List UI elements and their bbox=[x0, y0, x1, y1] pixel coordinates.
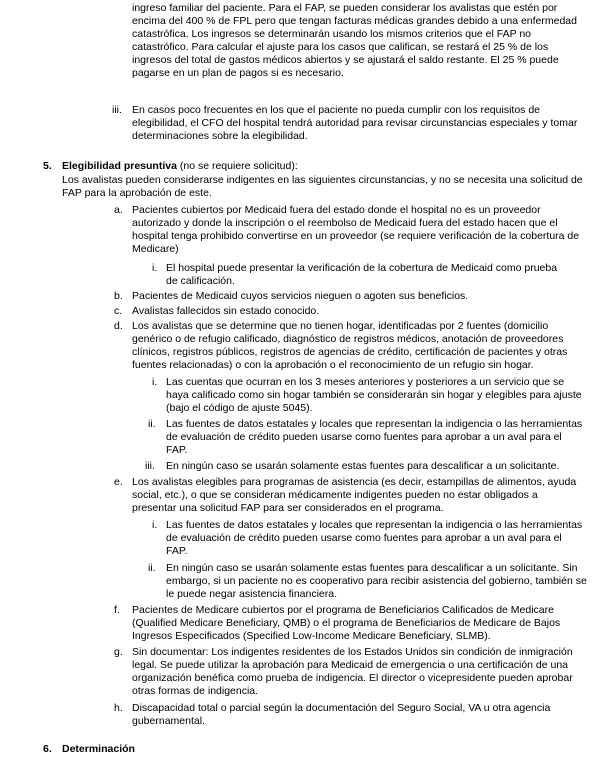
list-item-text: Los avalistas que se determine que no tienen hogar, identificadas por 2 fuentes (domicilio genérico o de refugio calificado, diagnóstico de registros médicos, anotación de proveedores clínicos, registros públicos, registros de agencias de crédito, certificación de pacientes y otras fuentes relacionadas) o con la aprobación o el reconocimiento de un refugio sin hogar. bbox=[132, 320, 568, 371]
list-marker: iii. bbox=[145, 460, 155, 472]
list-marker: i. bbox=[152, 519, 158, 531]
list-item-text: Pacientes de Medicare cubiertos por el programa de Beneficiarios Calificados de Medicare (Qualified Medicare Beneficiary, QMB) o el programa de Beneficiarios de Medicare de Bajos Ingresos Especificados (Specified Low-Income Medicare Beneficiary, SLMB). bbox=[132, 604, 561, 642]
list-marker: iii. bbox=[112, 104, 122, 116]
list-marker: g. bbox=[114, 646, 123, 658]
list-item-text: Pacientes de Medicaid cuyos servicios nieguen o agoten sus beneficios. bbox=[132, 290, 469, 302]
list-marker: i. bbox=[152, 376, 158, 388]
section-title: Elegibilidad presuntiva bbox=[62, 160, 177, 172]
list-item-text: Pacientes cubiertos por Medicaid fuera del estado donde el hospital no es un proveedor autorizado y donde la inscripción o el reembolso de Medicaid fuera del estado hacen que el hospital tenga prohibido convertirse en un proveedor (se requiere verificación de la cobertura de Medicare) bbox=[132, 204, 580, 255]
list-marker: e. bbox=[114, 476, 123, 488]
list-marker: h. bbox=[114, 702, 123, 714]
list-marker: b. bbox=[114, 290, 123, 302]
list-item-text: Discapacidad total o parcial según la documentación del Seguro Social, VA u otra agencia gubernamental. bbox=[132, 702, 551, 727]
list-item-text: Los avalistas elegibles para programas de asistencia (es decir, estampillas de alimentos, ayuda social, etc.), o que se consideran médicamente indigentes pueden no estar obligados a presentar una solicitud FAP para ser considerados en el programa. bbox=[132, 476, 577, 514]
list-item-text: Las fuentes de datos estatales y locales que representan la indigencia o las herramientas de evaluación de crédito pueden usarse como fuentes para aprobar a un aval para el FAP. bbox=[166, 519, 583, 557]
list-marker: d. bbox=[114, 320, 123, 332]
list-item-text: El hospital puede presentar la verificación de la cobertura de Medicaid como prueba de calificación. bbox=[166, 262, 558, 287]
list-item-text: Las fuentes de datos estatales y locales que representan la indigencia o las herramientas de evaluación de crédito pueden usarse como fuentes para aprobar a un aval para el FAP. bbox=[166, 418, 583, 456]
section-intro: Los avalistas pueden considerarse indigentes en las siguientes circunstancias, y no se necesita una solicitud de FAP para la aprobación de este. bbox=[62, 174, 583, 199]
section-number: 6. bbox=[43, 743, 52, 755]
list-marker: f. bbox=[114, 604, 120, 616]
list-item-text: En ningún caso se usarán solamente estas fuentes para descalificar a un solicitante. Sin embargo, si un paciente no es cooperativo para recibir asistencia del gobierno, también se le puede negar asistencia financiera. bbox=[166, 562, 587, 600]
continuation-paragraph: ingreso familiar del paciente. Para el FAP, se pueden considerar los avalistas que estén por encima del 400 % de FPL pero que tengan facturas médicas grandes debido a una enfermedad catastrófica. Los ingresos se determinarán usando los mismos criterios que el FAP no catastrófico. Para calcular el ajuste para los casos que califican, se restará el 25 % de los ingresos del total de gastos médicos abiertos y se ajustará el saldo restante. El 25 % puede pagarse en un plan de pagos si es necesario. bbox=[132, 2, 577, 79]
section-number: 5. bbox=[43, 160, 52, 172]
list-marker: ii. bbox=[148, 418, 156, 430]
list-item-text: Las cuentas que ocurran en los 3 meses anteriores y posteriores a un servicio que se haya calificado como sin hogar también se considerarán sin hogar y elegibles para ajuste (bajo el código de ajuste 5045). bbox=[166, 376, 582, 414]
section-title-note: (no se requiere solicitud): bbox=[176, 160, 298, 172]
list-marker: i. bbox=[152, 262, 158, 274]
list-item-text: Avalistas fallecidos sin estado conocido. bbox=[132, 305, 320, 317]
list-marker: ii. bbox=[148, 562, 156, 574]
list-marker: a. bbox=[114, 204, 123, 216]
section-title: Determinación bbox=[62, 743, 135, 755]
list-item-text: En ningún caso se usarán solamente estas fuentes para descalificar a un solicitante. bbox=[166, 460, 560, 472]
list-item-text: En casos poco frecuentes en los que el paciente no pueda cumplir con los requisitos de elegibilidad, el CFO del hospital tendrá autoridad para revisar circunstancias especiales y tomar determinaciones sobre la elegibilidad. bbox=[132, 104, 578, 142]
list-marker: c. bbox=[114, 305, 123, 317]
list-item-text: Sin documentar: Los indigentes residentes de los Estados Unidos sin condición de inmigración legal. Se puede utilizar la aprobación para Medicaid de emergencia o una certificación de una organización benéfica como prueba de indigencia. El director o vicepresidente pueden aprobar otras formas de indigencia. bbox=[132, 646, 573, 697]
section-heading bbox=[62, 160, 582, 173]
